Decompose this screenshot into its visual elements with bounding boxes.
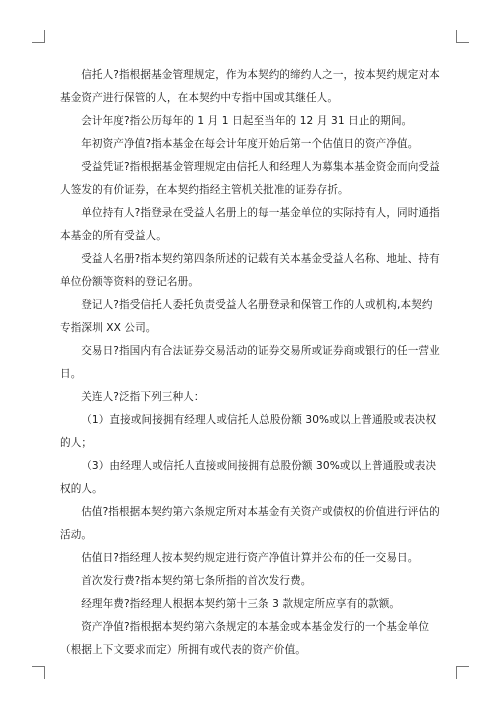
definition-net-asset-value: 资产净值?指根据本契约第六条规定的本基金或本基金发行的一个基金单位（根据上下文要求而定）所拥有或代表的资产价值。 [60,621,430,656]
crop-mark-top-right [456,30,469,43]
crop-mark-bottom-left [32,666,45,679]
definition-opening-nav: 年初资产净值?指本基金在每会计年度开始后第一个估值日的资产净值。 [81,138,419,150]
definition-fiscal-year: 会计年度?指公历每年的 1 月 1 日起至当年的 12 月 31 日止的期间。 [81,115,413,127]
definition-valuation-day: 估值日?指经理人按本契约规定进行资产净值计算并公布的任一交易日。 [81,552,419,564]
definition-registrar: 登记人?指受信托人委托负责受益人名册登录和保管工作的人或机构,本契约专指深圳 XX 公司。 [60,299,433,334]
definition-initial-issue-fee: 首次发行费?指本契约第七条所指的首次发行费。 [81,575,312,587]
definition-valuation: 估值?指根据本契约第六条规定所对本基金有关资产或债权的价值进行评估的活动。 [60,506,440,541]
definition-trading-day: 交易日?指国内有合法证券交易活动的证券交易所或证券商或银行的任一营业日。 [60,345,440,380]
connected-person-item-1: （1）直接或间接拥有经理人或信托人总股份额 30%或以上普通股或表决权的人； [60,414,437,449]
definition-trustee: 信托人?指根据基金管理规定，作为本契约的缔约人之一，按本契约规定对本基金资产进行保管的人，在本契约中专指中国或其继任人。 [60,69,440,104]
definition-unit-holder: 单位持有人?指登录在受益人名册上的每一基金单位的实际持有人，同时通指本基金的所有受益人。 [60,207,440,242]
crop-mark-top-left [32,30,45,43]
definition-connected-person: 关连人?泛指下列三种人： [81,391,205,403]
connected-person-item-3: （3）由经理人或信托人直接或间接拥有总股份额 30%或以上普通股或表决权的人。 [60,460,437,495]
definition-annual-management-fee: 经理年费?指经理人根据本契约第十三条 3 款规定所应享有的款额。 [81,598,401,610]
definition-beneficiary-certificate: 受益凭证?指根据基金管理规定由信托人和经理人为募集本基金资金而向受益人签发的有价证券，在本契约指经主管机关批准的证券存折。 [60,161,440,196]
crop-mark-bottom-right [456,666,469,679]
document-body [60,64,442,662]
definition-beneficiary-register: 受益人名册?指本契约第四条所述的记载有关本基金受益人名称、地址、持有单位份额等资料的登记名册。 [60,253,440,288]
